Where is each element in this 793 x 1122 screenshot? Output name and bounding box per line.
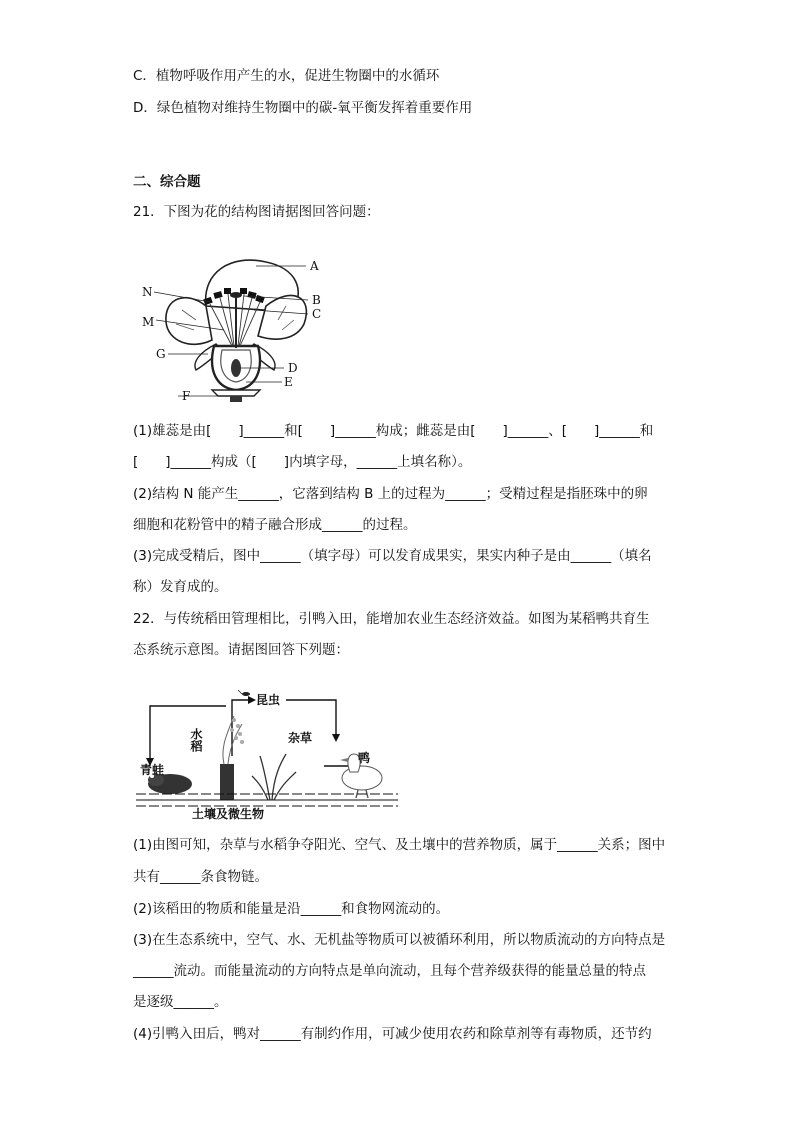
label-a: A <box>310 259 319 273</box>
label-d: D <box>288 361 298 375</box>
q22-part1-line1: (1)由图可知，杂草与水稻争夺阳光、空气、及土壤中的营养物质，属于______关系；图中 <box>133 837 666 853</box>
label-weed: 杂草 <box>288 731 313 745</box>
q21-part3-line2: 称）发育成的。 <box>133 579 228 595</box>
q21-part3-line1: (3)完成受精后，图中______（填字母）可以发育成果实，果实内种子是由______（填名 <box>133 548 652 564</box>
q22-part1-line2: 共有______条食物链。 <box>133 869 268 885</box>
label-duck: 鸭 <box>358 751 371 765</box>
q22-stem-line1: 22．与传统稻田管理相比，引鸭入田，能增加农业生态经济效益。如图为某稻鸭共育生 <box>133 611 650 627</box>
label-n: N <box>142 285 153 299</box>
label-m: M <box>142 315 155 329</box>
rice-duck-ecosystem-diagram <box>136 676 398 824</box>
q22-part2-line1: (2)该稻田的物质和能量是沿______和食物网流动的。 <box>133 901 450 917</box>
q21-part1-line1: (1)雄蕊是由[ ]______和[ ]______构成；雌蕊是由[ ]______、[ ]______和 <box>133 423 654 439</box>
q22-part4-line1: (4)引鸭入田后，鸭对______有制约作用，可减少使用农药和除草剂等有毒物质，还节约 <box>133 1026 652 1042</box>
q21-part1-line2: [ ]______构成（[ ]内填字母，______上填名称）。 <box>133 454 472 470</box>
label-e: E <box>284 375 293 389</box>
flower-structure-diagram <box>136 250 336 402</box>
label-frog: 青蛙 <box>140 763 165 777</box>
q21-stem: 21．下图为花的结构图请据图回答问题： <box>133 204 380 220</box>
q22-stem-line2: 态系统示意图。请据图回答下列题： <box>133 642 349 658</box>
label-f: F <box>182 389 191 402</box>
q21-part2-line1: (2)结构 N 能产生______，它落到结构 B 上的过程为______；受精过程是指胚珠中的卵 <box>133 486 648 502</box>
label-rice: 水稻 <box>189 728 203 752</box>
q22-part3-line2: ______流动。而能量流动的方向特点是单向流动，且每个营养级获得的能量总量的特点 <box>133 963 646 979</box>
option-d: D．绿色植物对维持生物圈中的碳-氧平衡发挥着重要作用 <box>133 100 473 116</box>
option-c: C．植物呼吸作用产生的水，促进生物圈中的水循环 <box>133 68 440 84</box>
label-b: B <box>312 293 321 307</box>
q22-part3-line3: 是逐级______。 <box>133 994 228 1010</box>
label-c: C <box>312 307 322 321</box>
section-title: 二、综合题 <box>133 174 201 190</box>
label-insect: 昆虫 <box>256 693 281 707</box>
q21-part2-line2: 细胞和花粉管中的精子融合形成______的过程。 <box>133 517 417 533</box>
label-g: G <box>156 347 166 361</box>
label-soil: 土壤及微生物 <box>192 807 265 821</box>
q22-part3-line1: (3)在生态系统中，空气、水、无机盐等物质可以被循环利用，所以物质流动的方向特点是 <box>133 932 666 948</box>
